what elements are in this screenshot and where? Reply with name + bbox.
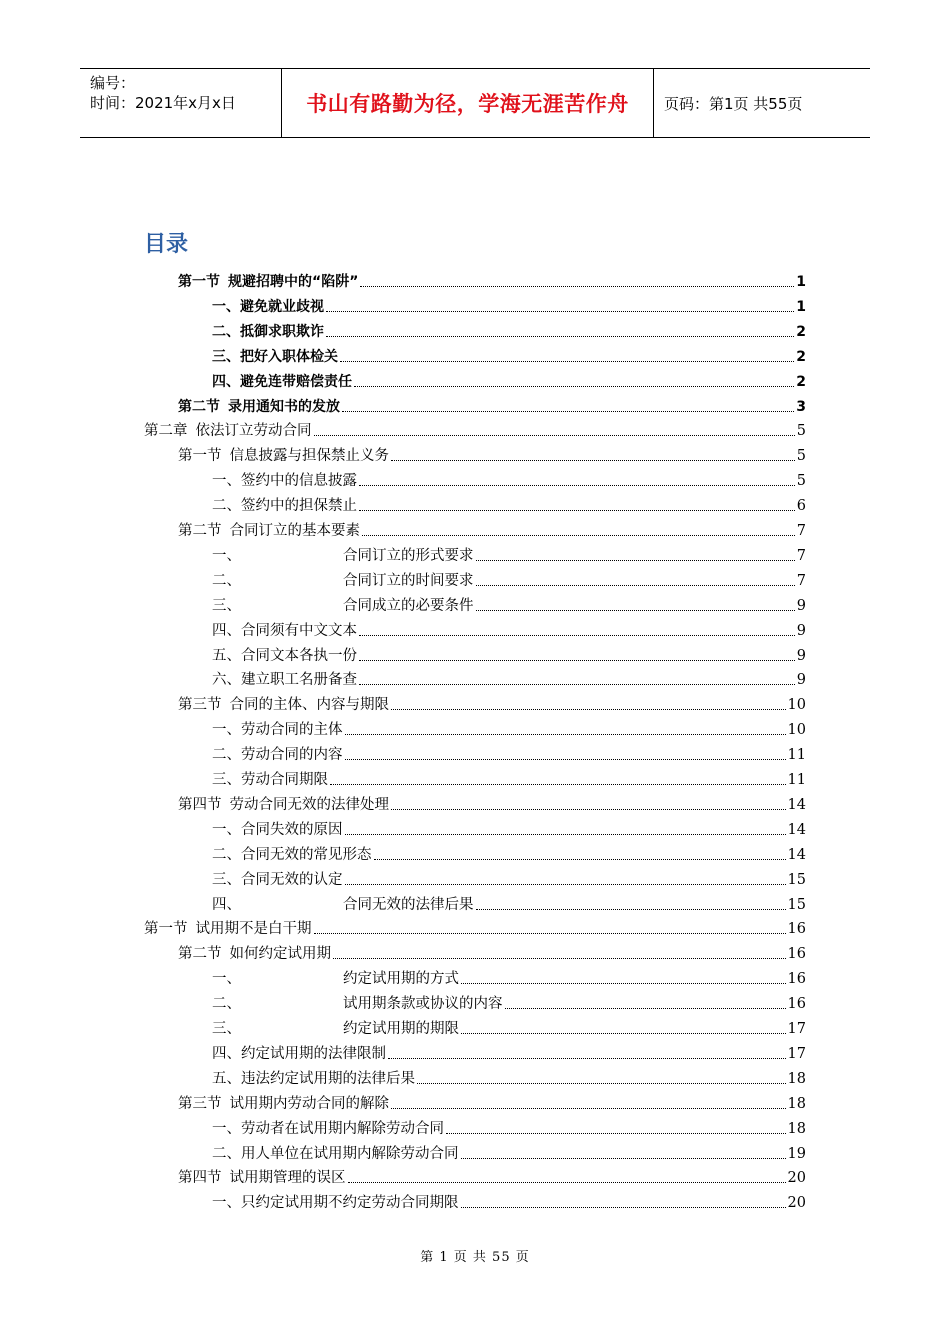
toc-entry-text: 试用期内劳动合同的解除 — [229, 1095, 389, 1112]
toc-entry-text: 劳动合同的主体 — [241, 722, 343, 739]
header-info-cell — [80, 69, 282, 137]
toc-leader-dots — [476, 585, 795, 586]
toc-entry-number: 第一节 — [178, 448, 222, 465]
toc-entry-text: 依法订立劳动合同 — [195, 423, 312, 440]
toc-entry-label — [178, 944, 331, 964]
toc-entry-page: 16 — [787, 971, 806, 988]
toc-entry-label — [178, 272, 358, 292]
toc-entry-page: 20 — [787, 1170, 806, 1187]
toc-leader-dots — [461, 983, 786, 984]
toc-entry[interactable] — [212, 891, 806, 915]
toc-leader-dots — [359, 660, 795, 661]
toc-leader-dots — [391, 709, 786, 710]
toc-entry-label — [212, 1119, 444, 1139]
toc-entry-text: 如何约定试用期 — [229, 946, 331, 963]
toc-entry-number: 第二节 — [178, 523, 222, 539]
toc-entry-text: 合同订立的时间要求 — [343, 572, 474, 589]
toc-entry-number: 一、 — [212, 1195, 241, 1212]
toc-entry-number: 三、 — [212, 1021, 241, 1037]
toc-entry-page: 11 — [787, 747, 806, 764]
toc-leader-dots — [391, 460, 795, 461]
toc-entry-number: 第四节 — [178, 1170, 222, 1187]
toc-entry-text: 只约定试用期不约定劳动合同期限 — [241, 1195, 459, 1212]
toc-entry-text: 试用期不是白干期 — [195, 921, 312, 938]
toc-entry-label — [178, 397, 340, 417]
toc-entry-label — [212, 670, 357, 690]
toc-entry[interactable] — [212, 318, 806, 342]
toc-entry-number: 一、 — [212, 821, 241, 838]
toc-entry-number: 三、 — [212, 597, 241, 614]
toc-leader-dots — [388, 1058, 786, 1059]
toc-leader-dots — [340, 361, 794, 362]
toc-entry-number: 三、 — [212, 871, 241, 888]
toc-leader-dots — [461, 1033, 786, 1034]
toc-entry-text: 约定试用期的法律限制 — [241, 1045, 386, 1062]
toc-entry-text: 抵御求职欺诈 — [240, 323, 324, 340]
toc-entry-page: 2 — [796, 323, 806, 340]
toc-entry[interactable] — [144, 915, 806, 939]
toc-leader-dots — [359, 485, 795, 486]
toc-entry-text: 建立职工名册备查 — [241, 672, 357, 689]
toc-entry-text: 合同的主体、内容与期限 — [229, 697, 389, 714]
toc-entry-text: 合同文本各执一份 — [241, 647, 357, 664]
toc-entry-page: 6 — [796, 498, 806, 515]
toc-leader-dots — [359, 510, 795, 511]
toc-entry-number: 二、 — [212, 846, 241, 863]
toc-entry-text: 合同无效的法律后果 — [343, 896, 474, 913]
toc-entry-text: 约定试用期的期限 — [343, 1021, 459, 1037]
toc-entry-page: 18 — [787, 1120, 806, 1137]
toc-leader-dots — [333, 958, 786, 959]
toc-leader-dots — [314, 435, 795, 436]
toc-entry-number: 三、 — [212, 772, 241, 788]
toc-entry-page: 18 — [787, 1095, 806, 1112]
toc-entry-label — [212, 347, 338, 367]
toc-entry[interactable] — [144, 417, 806, 441]
toc-leader-dots — [476, 909, 786, 910]
toc-entry[interactable] — [212, 841, 806, 865]
toc-entry-number: 第二节 — [178, 946, 222, 963]
toc-leader-dots — [505, 1008, 786, 1009]
toc-entry[interactable] — [212, 666, 806, 690]
toc-entry[interactable] — [212, 542, 806, 566]
toc-leader-dots — [476, 560, 795, 561]
toc-entry-page: 7 — [796, 547, 806, 564]
toc-entry-page: 10 — [787, 722, 806, 739]
toc-entry-label — [212, 745, 343, 765]
toc-entry-label — [212, 1044, 386, 1064]
toc-entry-number: 四、 — [212, 896, 241, 913]
toc-entry-label — [212, 546, 474, 566]
toc-entry-text: 试用期管理的误区 — [229, 1170, 346, 1187]
toc-entry-label — [212, 770, 328, 790]
toc-entry-text: 劳动者在试用期内解除劳动合同 — [241, 1120, 444, 1137]
toc-leader-dots — [391, 809, 786, 810]
toc-entry[interactable] — [212, 293, 806, 317]
toc-entry-number: 三、 — [212, 348, 240, 365]
toc-leader-dots — [461, 1158, 786, 1159]
toc-entry-label — [212, 845, 372, 865]
toc-leader-dots — [345, 834, 786, 835]
toc-entry-text: 劳动合同无效的法律处理 — [229, 796, 389, 813]
toc-leader-dots — [345, 734, 786, 735]
toc-entry-page: 9 — [796, 622, 806, 639]
toc-entry-label — [212, 820, 343, 840]
toc-entry-number: 二、 — [212, 498, 241, 515]
toc-entry[interactable] — [212, 741, 806, 765]
toc-entry-number: 一、 — [212, 1120, 241, 1137]
toc-entry[interactable] — [212, 1189, 806, 1213]
toc-leader-dots — [374, 859, 786, 860]
toc-entry-page: 1 — [796, 274, 806, 290]
toc-entry[interactable] — [178, 268, 806, 292]
toc-entry-text: 约定试用期的方式 — [343, 971, 459, 988]
toc-leader-dots — [326, 336, 794, 337]
toc-entry[interactable] — [212, 965, 806, 989]
toc-entry-page: 19 — [787, 1145, 806, 1162]
toc-entry-page: 20 — [787, 1195, 806, 1212]
toc-entry-text: 规避招聘中的“陷阱” — [228, 274, 359, 290]
toc-entry-number: 第一节 — [144, 921, 188, 938]
toc-entry[interactable] — [212, 467, 806, 491]
toc-entry[interactable] — [212, 1115, 806, 1139]
toc-entry-number: 第四节 — [178, 796, 222, 813]
document-time-label: 时间：2021年x月x日 — [90, 94, 236, 112]
toc-entry-page: 2 — [796, 348, 806, 365]
toc-entry-label — [178, 521, 360, 541]
toc-entry-page: 15 — [787, 896, 806, 913]
toc-entry[interactable] — [212, 866, 806, 890]
toc-leader-dots — [359, 635, 795, 636]
toc-entry-label — [212, 297, 324, 317]
toc-leader-dots — [354, 386, 794, 387]
toc-entry-page: 15 — [787, 871, 806, 888]
toc-entry-text: 避免连带赔偿责任 — [240, 373, 352, 390]
toc-entry[interactable] — [212, 492, 806, 516]
toc-entry-number: 二、 — [212, 747, 241, 764]
toc-entry-page: 9 — [796, 647, 806, 664]
toc-leader-dots — [359, 684, 795, 685]
toc-entry-page: 2 — [796, 373, 806, 390]
toc-entry-text: 违法约定试用期的法律后果 — [241, 1070, 415, 1087]
toc-entry[interactable] — [178, 791, 806, 815]
toc-entry[interactable] — [212, 592, 806, 616]
toc-entry-text: 合同无效的常见形态 — [241, 846, 372, 863]
toc-entry-label — [212, 471, 357, 491]
toc-entry[interactable] — [178, 1164, 806, 1188]
toc-entry-label — [212, 372, 352, 392]
toc-entry-page: 14 — [787, 846, 806, 863]
header-page-cell — [654, 69, 870, 137]
toc-entry-text: 合同失效的原因 — [241, 821, 343, 838]
toc-entry-label — [212, 720, 343, 740]
toc-entry-page: 3 — [796, 398, 806, 415]
toc-entry-text: 劳动合同的内容 — [241, 747, 343, 764]
toc-entry-label — [212, 994, 503, 1014]
toc-entry-text: 劳动合同期限 — [241, 772, 328, 788]
toc-entry[interactable] — [212, 343, 806, 367]
toc-entry-label — [144, 421, 312, 441]
toc-entry-label — [178, 1168, 346, 1188]
toc-entry-number: 二、 — [212, 996, 241, 1013]
toc-entry-number: 五、 — [212, 647, 241, 664]
toc-entry-label — [212, 496, 357, 516]
toc-entry-number: 第三节 — [178, 1095, 222, 1112]
toc-leader-dots — [326, 311, 794, 312]
toc-entry-page: 5 — [796, 423, 806, 440]
toc-entry-label — [178, 795, 389, 815]
toc-entry-label — [212, 322, 324, 342]
toc-entry-number: 一、 — [212, 298, 240, 315]
toc-entry-page: 5 — [796, 473, 806, 490]
toc-entry-page: 14 — [787, 796, 806, 813]
toc-entry[interactable] — [212, 567, 806, 591]
toc-entry-text: 把好入职体检关 — [240, 348, 338, 365]
toc-entry-label — [212, 895, 474, 915]
toc-entry-number: 第二节 — [178, 398, 220, 415]
header-page-label: 页码：第1页 共55页 — [664, 94, 803, 113]
toc-entry[interactable] — [212, 1140, 806, 1164]
toc-entry-label — [212, 1144, 459, 1164]
toc-leader-dots — [345, 759, 786, 760]
toc-entry[interactable] — [178, 691, 806, 715]
toc-entry[interactable] — [178, 1090, 806, 1114]
toc-leader-dots — [348, 1182, 786, 1183]
toc-entry-page: 14 — [787, 821, 806, 838]
toc-entry-label — [212, 1069, 415, 1089]
toc-entry[interactable] — [212, 990, 806, 1014]
toc-entry-page: 10 — [787, 697, 806, 714]
toc-entry-label — [212, 571, 474, 591]
toc-entry-label — [212, 1019, 459, 1039]
header-motto: 书山有路勤为径，学海无涯苦作舟 — [306, 92, 629, 116]
toc-leader-dots — [360, 286, 794, 287]
page-header — [80, 68, 870, 138]
toc-entry[interactable] — [212, 816, 806, 840]
toc-entry-label — [212, 621, 357, 641]
toc-entry-text: 合同成立的必要条件 — [343, 597, 474, 614]
toc-entry-number: 一、 — [212, 722, 241, 739]
toc-entry-text: 避免就业歧视 — [240, 298, 324, 315]
toc-entry-page: 16 — [787, 996, 806, 1013]
toc-entry-number: 四、 — [212, 1045, 241, 1062]
page-footer: 第 1 页 共 55 页 — [420, 1250, 530, 1265]
toc-leader-dots — [461, 1207, 786, 1208]
toc-entry-number: 二、 — [212, 572, 241, 589]
toc-leader-dots — [314, 933, 786, 934]
toc-entry-number: 四、 — [212, 622, 241, 639]
toc-entry-label — [212, 969, 459, 989]
toc-entry[interactable] — [212, 1065, 806, 1089]
toc-entry[interactable] — [178, 940, 806, 964]
toc-entry-number: 二、 — [212, 323, 240, 340]
toc-leader-dots — [446, 1133, 786, 1134]
toc-entry-label — [144, 919, 312, 939]
toc-entry[interactable] — [178, 442, 806, 466]
toc-entry[interactable] — [178, 517, 806, 541]
document-number-label: 编号： — [90, 74, 136, 92]
toc-entry[interactable] — [212, 368, 806, 392]
toc-entry-number: 一、 — [212, 473, 241, 490]
toc-entry-label — [178, 1094, 389, 1114]
toc-entry-page: 16 — [787, 921, 806, 938]
toc-entry-page: 9 — [796, 672, 806, 689]
toc-entry[interactable] — [212, 1015, 806, 1039]
toc-entry-page: 9 — [796, 597, 806, 614]
toc-leader-dots — [417, 1083, 786, 1084]
toc-entry[interactable] — [212, 1040, 806, 1064]
toc-entry-page: 16 — [787, 946, 806, 963]
toc-entry-page: 17 — [787, 1045, 806, 1062]
toc-entry-label — [212, 870, 343, 890]
toc-entry-text: 信息披露与担保禁止义务 — [229, 448, 389, 465]
toc-entry-label — [178, 446, 389, 466]
toc-leader-dots — [476, 610, 795, 611]
toc-entry-number: 六、 — [212, 672, 241, 689]
toc-entry[interactable] — [212, 716, 806, 740]
toc-entry-label — [212, 596, 474, 616]
toc-entry-page: 5 — [796, 448, 806, 465]
toc-title: 目录 — [144, 232, 189, 257]
toc-entry-text: 录用通知书的发放 — [228, 398, 340, 415]
header-motto-cell — [282, 69, 654, 137]
toc-entry-number: 一、 — [212, 547, 241, 564]
toc-entry-text: 用人单位在试用期内解除劳动合同 — [241, 1145, 459, 1162]
toc-leader-dots — [330, 784, 786, 785]
toc-entry-number: 第二章 — [144, 423, 188, 440]
toc-entry-page: 7 — [796, 572, 806, 589]
toc-entry[interactable] — [178, 393, 806, 417]
toc-entry-page: 11 — [787, 772, 806, 788]
toc-entry-text: 试用期条款或协议的内容 — [343, 996, 503, 1013]
toc-leader-dots — [345, 884, 786, 885]
toc-entry-number: 第一节 — [178, 274, 220, 290]
toc-entry-number: 第三节 — [178, 697, 222, 714]
toc-entry-text: 合同订立的形式要求 — [343, 547, 474, 564]
toc-entry-number: 二、 — [212, 1145, 241, 1162]
toc-leader-dots — [391, 1108, 786, 1109]
toc-entry[interactable] — [212, 766, 806, 790]
toc-entry-label — [178, 695, 389, 715]
toc-entry-text: 签约中的信息披露 — [241, 473, 357, 490]
toc-entry-number: 一、 — [212, 971, 241, 988]
toc-entry-text: 签约中的担保禁止 — [241, 498, 357, 515]
toc-entry-number: 五、 — [212, 1070, 241, 1087]
toc-entry[interactable] — [212, 642, 806, 666]
toc-entry-page: 17 — [787, 1021, 806, 1037]
toc-entry-text: 合同须有中文文本 — [241, 622, 357, 639]
toc-leader-dots — [362, 535, 795, 536]
toc-entry-page: 18 — [787, 1070, 806, 1087]
toc-entry-text: 合同订立的基本要素 — [229, 523, 360, 539]
toc-leader-dots — [342, 411, 794, 412]
toc-entry-number: 四、 — [212, 373, 240, 390]
toc-entry[interactable] — [212, 617, 806, 641]
toc-entry-page: 7 — [796, 523, 806, 539]
toc-entry-label — [212, 646, 357, 666]
toc-entry-label — [212, 1193, 459, 1213]
toc-entry-page: 1 — [796, 298, 806, 315]
toc-entry-text: 合同无效的认定 — [241, 871, 343, 888]
